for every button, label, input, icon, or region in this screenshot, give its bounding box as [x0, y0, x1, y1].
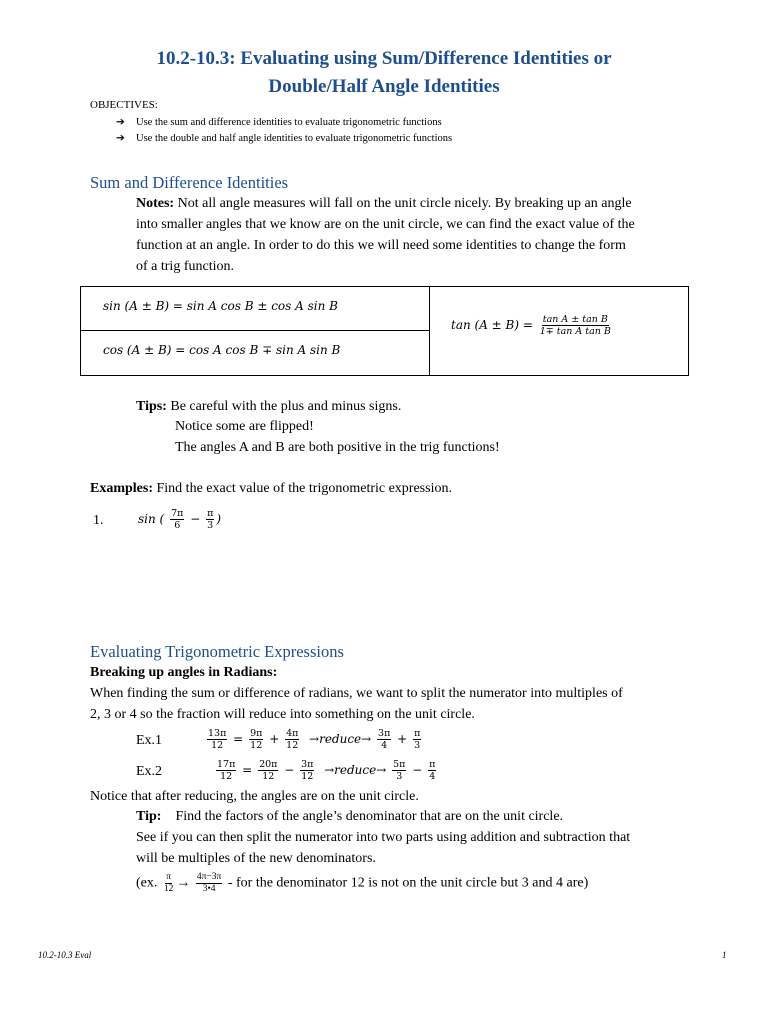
radians-subheading: Breaking up angles in Radians: [90, 665, 278, 680]
evaluating-heading: Evaluating Trigonometric Expressions [90, 642, 344, 661]
objective-item: ➔ Use the sum and difference identities to evaluate trigonometric functions [116, 117, 442, 128]
ex1-expression: $\frac{13\pi}{12}$ = $\frac{9\pi}{12}$ + $\frac{4\pi}{12}$ →reduce→ $\frac{3\pi}{4}$ + $\frac{\pi}{3}$ [208, 728, 421, 751]
ex2-expression: $\frac{17\pi}{12}$ = $\frac{20\pi}{12}$ − $\frac{3\pi}{12}$ →reduce→ $\frac{5\pi}{3}$ − $\frac{\pi}{4}$ [217, 759, 436, 782]
tips-line: The angles A and B are both positive in the trig functions! [175, 440, 500, 455]
radians-paragraph-line: When finding the sum or difference of radians, we want to split the numerator into multiples of [90, 686, 623, 701]
sin-sum-identity: sin (A ± B) = sin A cos B ± cos A sin B [103, 299, 338, 313]
example-1-expression: sin ( $\frac{7\pi}{6}$ − $\frac{\pi}{3}$ ) [138, 508, 222, 531]
page-title-line2: Double/Half Angle Identities [268, 76, 500, 97]
cos-sum-identity: cos (A ± B) = cos A cos B ∓ sin A sin B [103, 343, 341, 357]
page-number: 1 [722, 950, 727, 960]
footer-label: 10.2-10.3 Eval [38, 950, 92, 960]
ex2-label: Ex.2 [136, 764, 163, 779]
radians-paragraph-line: 2, 3 or 4 so the fraction will reduce into something on the unit circle. [90, 707, 475, 722]
notes-paragraph: Notes: Not all angle measures will fall on the unit circle nicely. By breaking up an angle into smaller angles that we know are on the unit circle, we can find the exact value of the function at an angle. In order to do this we will need some identities to change the form of a trig function. [136, 196, 635, 274]
tip-detail-line: will be multiples of the new denominators. [136, 851, 376, 866]
example-number: 1. [93, 513, 104, 528]
ex1-label: Ex.1 [136, 733, 163, 748]
notice-line: Notice that after reducing, the angles are on the unit circle. [90, 789, 419, 804]
right-arrow-icon: ➔ [116, 117, 125, 128]
tan-sum-identity: tan (A ± B) = $\frac{\text{tan A ± tan B}}{\text{1∓ tan A tan B}}$ [451, 314, 611, 337]
tips-line: Notice some are flipped! [175, 419, 314, 434]
tip-line: Tip: Find the factors of the angle’s denominator that are on the unit circle. [136, 809, 564, 824]
right-arrow-icon: ➔ [116, 133, 125, 144]
objective-item: ➔ Use the double and half angle identities to evaluate trigonometric functions [116, 133, 453, 144]
tip-example-line: (ex. $\frac{\pi}{12}$ → $\frac{4\pi-3\pi}{3•4}$ - for the denominator 12 is not on the unit circle but 3 and 4 are) [136, 872, 589, 894]
identity-table [80, 286, 689, 376]
tip-detail-line: See if you can then split the numerator into two parts using addition and subtraction that [136, 830, 631, 845]
objectives-heading: OBJECTIVES: [90, 99, 158, 111]
sum-difference-heading: Sum and Difference Identities [90, 173, 289, 192]
tips-line: Tips: Be careful with the plus and minus signs. [136, 399, 402, 414]
examples-line: Examples: Find the exact value of the trigonometric expression. [90, 481, 452, 496]
page-title-line1: 10.2-10.3: Evaluating using Sum/Difference Identities or [156, 48, 612, 69]
